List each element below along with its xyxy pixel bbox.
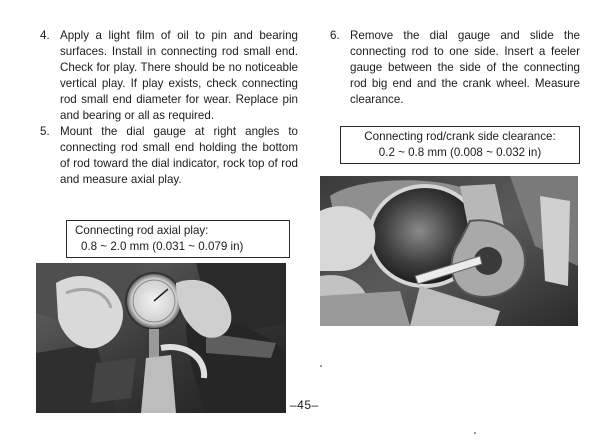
- right-column: [330, 28, 580, 108]
- feeler-gauge-photo: [320, 176, 578, 326]
- step-4: [40, 28, 298, 124]
- dial-gauge-photo-illustration: [36, 263, 286, 413]
- step-number: 6.: [330, 29, 340, 42]
- step-number: 4.: [40, 29, 50, 42]
- feeler-gauge-photo-illustration: [320, 176, 578, 326]
- axial-play-spec-box: [66, 220, 290, 258]
- step-text: Remove the dial gauge and slide the connecting rod to one side. Insert a feeler gauge between the side of the connecting rod big end and the crank wheel. Measure clearance.: [350, 29, 580, 106]
- left-column: [40, 28, 298, 188]
- page-number: –45–: [290, 398, 319, 412]
- dial-gauge-photo: [36, 263, 286, 413]
- step-5: [40, 124, 298, 188]
- step-6: [330, 28, 580, 108]
- spec-value: 0.8 ~ 2.0 mm (0.031 ~ 0.079 in): [81, 240, 244, 253]
- scan-speck: [320, 365, 322, 367]
- scan-speck: [474, 432, 476, 434]
- step-text: Mount the dial gauge at right angles to connecting rod small end holding the bottom of rod toward the dial indicator, rock top of rod and measure axial play.: [60, 125, 298, 186]
- spec-label: Connecting rod/crank side clearance:: [364, 130, 556, 143]
- spec-value: 0.2 ~ 0.8 mm (0.008 ~ 0.032 in): [378, 146, 542, 159]
- step-text: Apply a light film of oil to pin and bearing surfaces. Install in connecting rod small end. Check for play. There should be no noticeable vertical play. If play exists, check connecting rod small end diameter for wear. Replace pin and bearing or all as required.: [60, 29, 298, 122]
- step-number: 5.: [40, 125, 50, 138]
- side-clearance-spec-box: [340, 126, 580, 164]
- spec-label: Connecting rod axial play:: [75, 224, 209, 237]
